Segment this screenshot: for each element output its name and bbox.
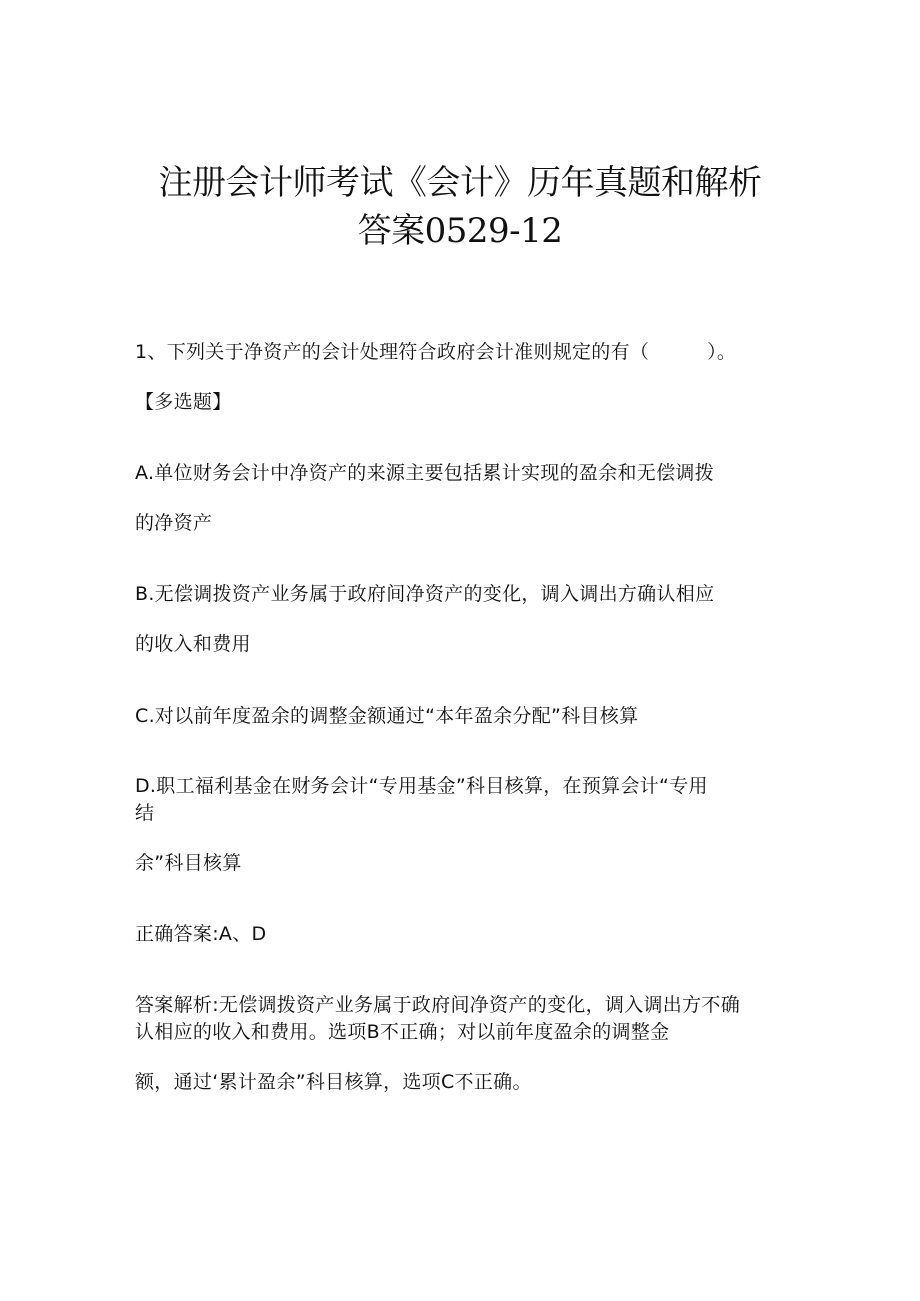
document-title-line-2: 答案0529-12 bbox=[357, 211, 563, 251]
option-a-line-2: 的净资产 bbox=[135, 512, 213, 534]
analysis-line-2: 认相应的收入和费用。选项B不正确；对以前年度盈余的调整金 bbox=[135, 1021, 670, 1043]
option-b-line-2: 的收入和费用 bbox=[135, 633, 251, 655]
analysis-line-1: 答案解析:无偿调拨资产业务属于政府间净资产的变化，调入调出方不确 bbox=[135, 994, 741, 1016]
analysis-line-3: 额，通过‘累计盈余”科目核算，选项C不正确。 bbox=[135, 1071, 532, 1093]
option-c-line-1: C.对以前年度盈余的调整金额通过“本年盈余分配”科目核算 bbox=[135, 705, 639, 727]
correct-answer: 正确答案:A、D bbox=[135, 923, 267, 945]
option-a-line-1: A.单位财务会计中净资产的来源主要包括累计实现的盈余和无偿调拨 bbox=[135, 462, 715, 484]
question-stem: 1、下列关于净资产的会计处理符合政府会计准则规定的有（ ）。 bbox=[135, 341, 737, 363]
question-type: 【多选题】 bbox=[135, 391, 232, 413]
option-d-line-3: 余”科目核算 bbox=[135, 852, 242, 874]
document-title-line-1: 注册会计师考试《会计》历年真题和解析 bbox=[158, 163, 762, 203]
option-d-line-2: 结 bbox=[135, 802, 155, 824]
option-b-line-1: B.无偿调拨资产业务属于政府间净资产的变化，调入调出方确认相应 bbox=[135, 583, 715, 605]
option-d-line-1: D.职工福利基金在财务会计“专用基金”科目核算，在预算会计“专用 bbox=[135, 775, 708, 797]
